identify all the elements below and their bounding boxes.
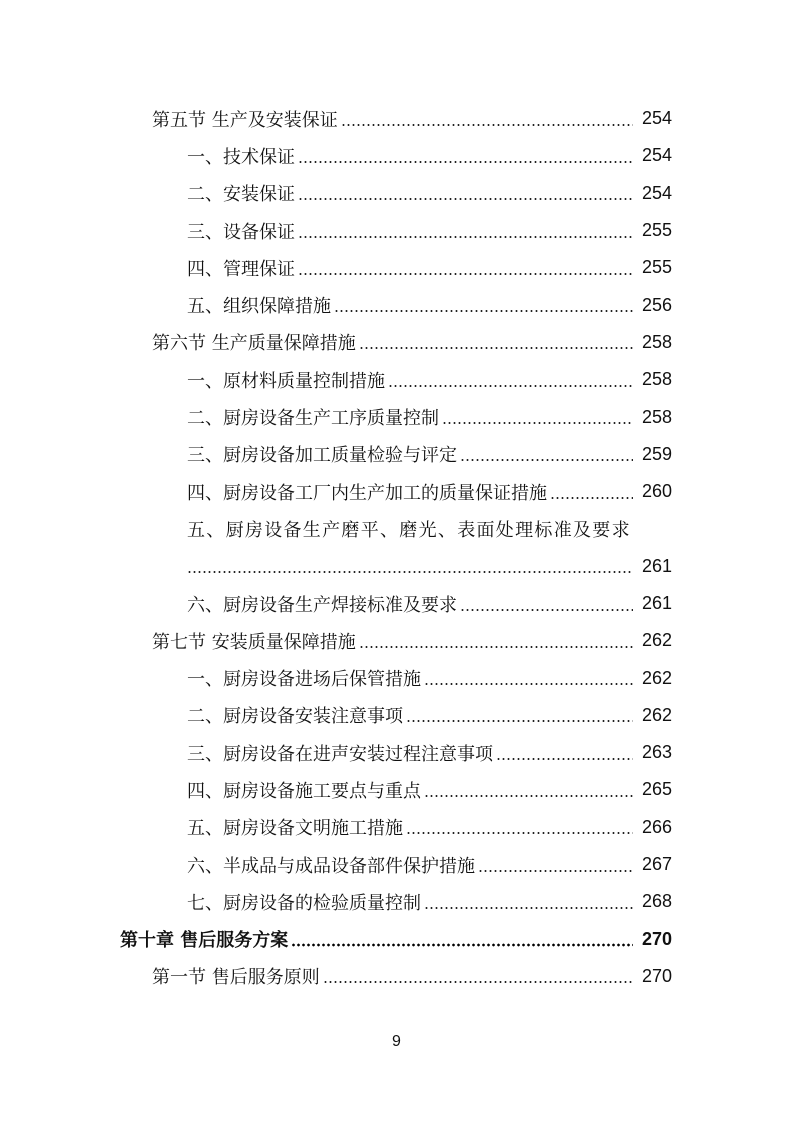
- toc-entry-page: 260: [641, 481, 672, 502]
- dot-leader: [388, 384, 633, 388]
- toc-entry-title: 一、厨房设备进场后保管措施: [187, 669, 421, 691]
- toc-entry-page: 262: [641, 667, 672, 688]
- toc-entry-title: 三、厨房设备加工质量检验与评定: [187, 445, 457, 467]
- toc-entry-title: 五、厨房设备生产磨平、磨光、表面处理标准及要求: [187, 519, 631, 541]
- toc-entry-item[interactable]: [0, 212, 793, 249]
- toc-entry-item[interactable]: [0, 846, 793, 883]
- toc-entry-item[interactable]: [0, 734, 793, 771]
- toc-entry-title: 四、厨房设备工厂内生产加工的质量保证措施: [187, 482, 547, 504]
- toc-entry-title: 五、厨房设备文明施工措施: [187, 818, 403, 840]
- toc-entry-page: 261: [641, 555, 672, 576]
- toc-entry-page: 258: [641, 331, 672, 352]
- toc-entry-item[interactable]: [0, 175, 793, 212]
- toc-entry-item[interactable]: [0, 137, 793, 174]
- toc-entry-title: 第十章 售后服务方案: [120, 930, 289, 952]
- toc-entry-item[interactable]: [0, 659, 793, 696]
- toc-entry-title: 第五节 生产及安装保证: [152, 109, 338, 131]
- dot-leader: [460, 608, 633, 612]
- dot-leader: [424, 906, 633, 910]
- toc-entry-title: 第一节 售后服务原则: [152, 967, 320, 989]
- dot-leader: [442, 421, 633, 425]
- dot-leader: [298, 197, 633, 201]
- toc-entry-title: 六、厨房设备生产焊接标准及要求: [187, 594, 457, 616]
- toc-entry-page: 255: [641, 220, 672, 241]
- toc-entry-page: 265: [641, 779, 672, 800]
- dot-leader: [460, 458, 633, 462]
- toc-entry-item[interactable]: [0, 286, 793, 323]
- toc-entry-page: 256: [641, 294, 672, 315]
- toc-entry-page: 254: [641, 145, 672, 166]
- toc-entry-section-5[interactable]: [0, 100, 793, 137]
- toc-entry-page: 270: [641, 965, 672, 986]
- toc-entry-page: 262: [641, 704, 672, 725]
- toc-entry-title: 四、厨房设备施工要点与重点: [187, 780, 421, 802]
- toc-entry-item[interactable]: [0, 809, 793, 846]
- toc-entry-page: 255: [641, 257, 672, 278]
- toc-entry-title: 三、设备保证: [187, 221, 295, 243]
- table-of-contents: [0, 100, 793, 995]
- toc-entry-page: 258: [641, 369, 672, 390]
- toc-entry-page: 259: [641, 443, 672, 464]
- toc-entry-page: 263: [641, 742, 672, 763]
- dot-leader: [341, 123, 633, 127]
- dot-leader: [496, 757, 633, 761]
- toc-entry-item[interactable]: [0, 697, 793, 734]
- dot-leader: [406, 831, 633, 835]
- toc-entry-item-wrapped[interactable]: [0, 510, 793, 547]
- dot-leader: [359, 645, 633, 649]
- toc-entry-chapter-10[interactable]: [0, 921, 793, 958]
- dot-leader: [424, 794, 633, 798]
- dot-leader: [550, 496, 633, 500]
- toc-entry-item[interactable]: [0, 249, 793, 286]
- dot-leader: [334, 309, 633, 313]
- toc-entry-title: 七、厨房设备的检验质量控制: [187, 892, 421, 914]
- dot-leader: [298, 160, 633, 164]
- dot-leader: [323, 980, 633, 984]
- toc-entry-item[interactable]: [0, 398, 793, 435]
- toc-entry-title: 五、组织保障措施: [187, 296, 331, 318]
- toc-entry-page: 254: [641, 182, 672, 203]
- toc-entry-item[interactable]: [0, 473, 793, 510]
- dot-leader: [478, 869, 633, 873]
- toc-entry-page: 270: [641, 928, 672, 949]
- toc-entry-title: 四、管理保证: [187, 258, 295, 280]
- toc-entry-item[interactable]: [0, 771, 793, 808]
- toc-entry-title: 一、原材料质量控制措施: [187, 370, 385, 392]
- toc-entry-page: 262: [641, 630, 672, 651]
- toc-entry-section-6[interactable]: [0, 324, 793, 361]
- toc-entry-page: 258: [641, 406, 672, 427]
- toc-entry-title: 三、厨房设备在进声安装过程注意事项: [187, 743, 493, 765]
- dot-leader: [298, 272, 633, 276]
- toc-entry-item[interactable]: [0, 436, 793, 473]
- dot-leader: [298, 235, 633, 239]
- toc-entry-page: 254: [641, 108, 672, 129]
- toc-entry-item[interactable]: [0, 361, 793, 398]
- toc-entry-title: 六、半成品与成品设备部件保护措施: [187, 855, 475, 877]
- toc-entry-page: 261: [641, 593, 672, 613]
- toc-entry-section-1[interactable]: [0, 958, 793, 995]
- dot-leader: [291, 943, 633, 947]
- toc-entry-item[interactable]: [0, 883, 793, 920]
- toc-entry-item[interactable]: [0, 585, 793, 622]
- dot-leader: [424, 682, 633, 686]
- dot-leader: [187, 570, 633, 574]
- toc-entry-title: 一、技术保证: [187, 146, 295, 168]
- toc-entry-title: 二、安装保证: [187, 184, 295, 206]
- toc-entry-section-7[interactable]: [0, 622, 793, 659]
- toc-entry-page: 268: [641, 891, 672, 912]
- dot-leader: [406, 719, 633, 723]
- toc-entry-page: 267: [641, 854, 672, 875]
- toc-entry-item-wrapped-continuation[interactable]: [0, 548, 793, 585]
- toc-entry-title: 第六节 生产质量保障措施: [152, 333, 356, 355]
- toc-entry-title: 第七节 安装质量保障措施: [152, 631, 356, 653]
- toc-entry-title: 二、厨房设备生产工序质量控制: [187, 408, 439, 430]
- dot-leader: [359, 346, 633, 350]
- toc-entry-title: 二、厨房设备安装注意事项: [187, 706, 403, 728]
- toc-entry-page: 266: [641, 816, 672, 837]
- page-number: 9: [392, 1033, 401, 1050]
